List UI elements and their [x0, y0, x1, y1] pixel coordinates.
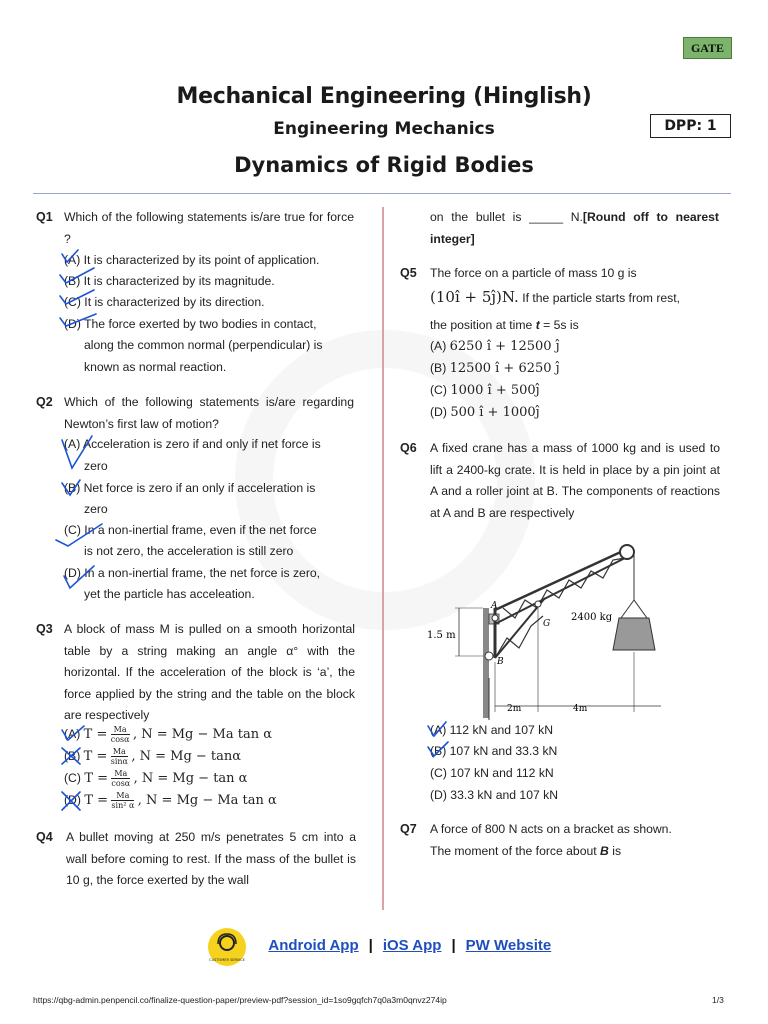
tick-mark-icon: [64, 566, 94, 588]
q1-number: Q1: [36, 210, 53, 224]
pw-website-link[interactable]: PW Website: [465, 937, 552, 954]
q3-number: Q3: [36, 622, 53, 636]
footer-links: Android App | iOS App | PW Website: [268, 937, 552, 954]
q6-option-c: (C) 107 kN and 112 kN: [430, 766, 554, 780]
q2-option-d: (D) In a non-inertial frame, the net force is zero,: [64, 566, 321, 580]
q7-number: Q7: [400, 822, 417, 836]
q5-text-line1: The force on a particle of mass 10 g is: [430, 266, 637, 280]
q2-option-b: (B) Net force is zero if an only if acceleration is: [64, 481, 316, 495]
subject-title: Engineering Mechanics: [273, 119, 495, 139]
label-mass: 2400 kg: [571, 612, 613, 623]
page-title: Mechanical Engineering (Hinglish): [176, 84, 592, 109]
label-a: A: [491, 601, 498, 611]
q2-option-a: (A) Acceleration is zero if and only if net force is: [64, 437, 321, 451]
q4-text: A bullet moving at 250 m/s penetrates 5 cm into a wall before coming to rest. If the mass of the bullet is 10 g, the force exerted by the wall: [66, 830, 356, 887]
tick-mark-icon: [60, 314, 96, 326]
q6-option-b: (B) 107 kN and 33.3 kN: [430, 744, 558, 758]
q5-number: Q5: [400, 266, 417, 280]
q4-continued: on the bullet is _____ N.[Round off to nearest integer]: [430, 210, 719, 246]
label-b: B: [497, 657, 504, 667]
q6-text: A fixed crane has a mass of 1000 kg and is used to lift a 2400-kg crate. It is held in place by a pin joint at A and a roller joint at B. The components of reactions at A and B are respectively: [430, 441, 720, 520]
q6-option-d: (D) 33.3 kN and 107 kN: [430, 788, 559, 802]
tick-mark-icon: [428, 722, 446, 736]
q3-option-c: (C) T = $\frac{Ma}{\cos\alpha}$ , N = Mg − tan α: [64, 769, 248, 789]
gate-badge: GATE: [683, 37, 732, 59]
tick-mark-icon: [60, 268, 94, 283]
page-url: https://qbg-admin.penpencil.co/finalize-question-paper/preview-pdf?session_id=1so9gqfch7q0a3m0qnvz274ip: [33, 995, 447, 1005]
q5-option-b: (B) 12500 î + 6250 ĵ: [430, 361, 560, 376]
label-height: 1.5 m: [427, 630, 456, 641]
svg-text:CUSTOMER SERVICE: CUSTOMER SERVICE: [209, 958, 245, 962]
q1-option-d-line3: known as normal reaction.: [84, 360, 227, 374]
q1-text: Which of the following statements is/are true for force ?: [64, 210, 354, 246]
tick-mark-icon: [56, 524, 102, 546]
q1-option-a: (A) It is characterized by its point of application.: [64, 253, 320, 267]
tick-mark-icon: [62, 726, 84, 740]
ios-app-link[interactable]: iOS App: [382, 937, 442, 954]
q2-number: Q2: [36, 395, 53, 409]
page-number: 1/3: [712, 995, 724, 1005]
q3-text: A block of mass M is pulled on a smooth horizontal table by a string making an angle α° with the horizontal. If the acceleration of the block is ‘a’, the force applied by the string and the table on the block are respectively: [64, 622, 355, 722]
q4-number: Q4: [36, 830, 53, 844]
label-dim-2m: 2m: [507, 704, 522, 714]
tick-mark-icon: [60, 290, 94, 304]
q2-option-a-line2: zero: [84, 459, 108, 473]
q3-option-d: (D) T = $\frac{Ma}{\text{sin² α}}$ , N = Mg − Ma tan α: [64, 791, 277, 811]
tick-mark-icon: [62, 480, 80, 495]
chapter-title: Dynamics of Rigid Bodies: [234, 153, 534, 177]
android-app-link[interactable]: Android App: [268, 937, 359, 954]
label-g: G: [543, 619, 551, 629]
q1-option-b: (B) It is characterized by its magnitude.: [64, 274, 275, 288]
q2-option-c: (C) In a non-inertial frame, even if the net force: [64, 523, 317, 537]
q3-option-b: (B) T = $\frac{Ma}{\sin\alpha}$ , N = Mg − tanα: [64, 747, 242, 767]
q1-option-d: (D) The force exerted by two bodies in contact,: [64, 317, 317, 331]
q5-option-c: (C) 1000 î + 500ĵ: [430, 383, 540, 398]
q2-option-d-line2: yet the particle has acceleation.: [84, 587, 255, 601]
q6-number: Q6: [400, 441, 417, 455]
tick-mark-icon: [62, 436, 92, 468]
tick-mark-icon: [62, 250, 78, 262]
label-dim-4m: 4m: [573, 704, 588, 714]
q5-option-d: (D) 500 î + 1000ĵ: [430, 405, 540, 420]
q2-option-c-line2: is not zero, the acceleration is still zero: [84, 544, 294, 558]
q5-text-line3: the position at time t = 5s is: [430, 318, 579, 332]
dpp-box: DPP: 1: [650, 114, 731, 138]
q5-text-line2: (10î + 5ĵ)N. If the particle starts from rest,: [430, 288, 681, 306]
q7-text-line2: The moment of the force about B is: [430, 844, 622, 858]
q1-option-c: (C) It is characterized by its direction.: [64, 295, 265, 309]
cross-mark-icon: [62, 748, 80, 764]
q5-option-a: (A) 6250 î + 12500 ĵ: [430, 339, 560, 354]
q2-text: Which of the following statements is/are regarding Newton’s first law of motion?: [64, 395, 354, 431]
tick-mark-icon: [428, 742, 448, 756]
q1-option-d-line2: along the common normal (perpendicular) is: [84, 338, 323, 352]
q6-option-a: (A) 112 kN and 107 kN: [430, 723, 554, 737]
q7-text-line1: A force of 800 N acts on a bracket as shown.: [430, 822, 672, 836]
q3-option-a: (A) T = $\frac{Ma}{\cos\alpha}$ , N = Mg − Ma tan α: [64, 725, 272, 745]
q2-option-b-line2: zero: [84, 502, 108, 516]
cross-mark-icon: [62, 792, 80, 810]
